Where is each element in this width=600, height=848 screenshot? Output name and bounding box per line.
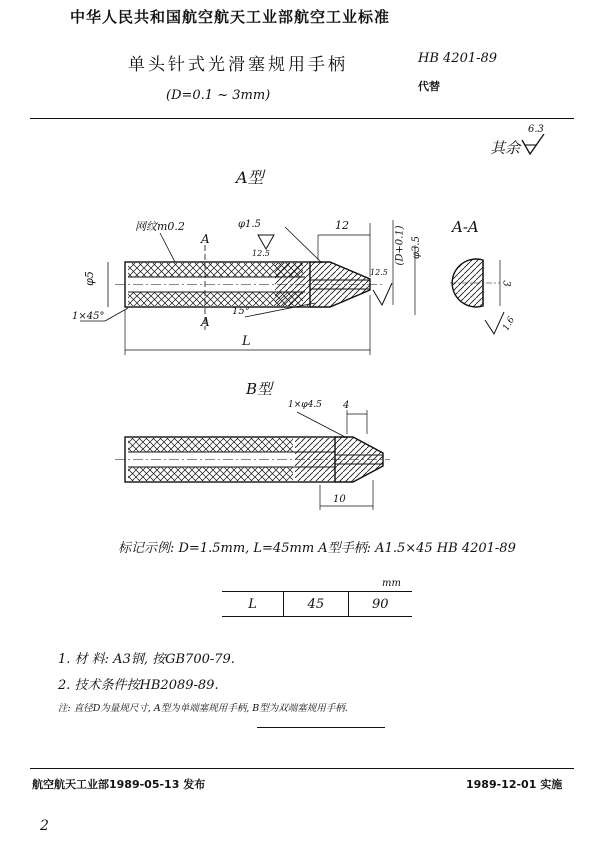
length-l-dim: L (242, 334, 251, 349)
document-title: 单头针式光滑塞规用手柄 (128, 55, 348, 75)
header-rule (30, 118, 574, 119)
roughness-symbol-icon (520, 134, 550, 158)
note-1: 1. 材 料: A3钢, 按GB700-79. (58, 652, 235, 667)
table-value-cell: 45 (284, 592, 348, 616)
len-12-dim: 12 (335, 219, 349, 232)
note-remark: 注: 直径D为量规尺寸, A型为单端塞规用手柄, B型为双端塞规用手柄. (58, 703, 348, 714)
type-a-heading: A型 (236, 168, 264, 187)
section-flat-dim: 3 (500, 280, 512, 287)
len-4-dim: 4 (343, 400, 350, 411)
replaces-label: 代替 (418, 80, 440, 93)
document-number: HB 4201-89 (418, 51, 498, 66)
hole-dia-dim: φ1.5 (238, 219, 261, 230)
table-value-cell: 90 (372, 596, 389, 612)
knurl-label: 网纹m0.2 (135, 220, 185, 233)
tip-roughness: 12.5 (370, 268, 388, 277)
page-number: 2 (40, 818, 49, 834)
len-10-dim: 10 (333, 494, 346, 505)
note-2: 2. 技术条件按HB2089-89. (58, 678, 219, 693)
table-label-cell: L (222, 592, 284, 616)
section-aa-label: A-A (452, 218, 479, 236)
footer-rule (30, 768, 574, 769)
dia-35-dim: φ3.5 (410, 236, 422, 259)
section-mark-bottom: A (201, 315, 210, 329)
surface-note-label: 其余 (490, 139, 521, 157)
chamfer-dim: 1×45° (72, 311, 105, 322)
section-mark-top: A (201, 232, 210, 246)
hole-roughness: 12.5 (252, 249, 270, 258)
table-unit: mm (382, 578, 401, 589)
hole-note-b: 1×φ4.5 (288, 400, 322, 410)
d-tol-dim: (D+0.1) (394, 225, 406, 266)
notes-end-rule (257, 727, 385, 728)
table-bottom-rule (222, 616, 412, 617)
type-b-drawing (115, 400, 395, 515)
org-standard-title: 中华人民共和国航空航天工业部航空工业标准 (70, 8, 391, 26)
type-b-heading: B型 (246, 380, 273, 398)
marking-example: 标记示例: D=1.5mm, L=45mm A型手柄: A1.5×45 HB 4201-89 (118, 541, 516, 556)
dimension-table (222, 592, 412, 616)
issued-by: 航空航天工业部1989-05-13 发布 (32, 778, 206, 791)
dia-left-dim: φ5 (82, 271, 96, 286)
document-range: (D=0.1 ~ 3mm) (166, 88, 271, 103)
section-roughness: 1.6 (501, 315, 518, 333)
surface-note-value: 6.3 (528, 124, 544, 135)
effective-date: 1989-12-01 实施 (466, 778, 563, 791)
angle-dim: 15° (232, 306, 250, 317)
